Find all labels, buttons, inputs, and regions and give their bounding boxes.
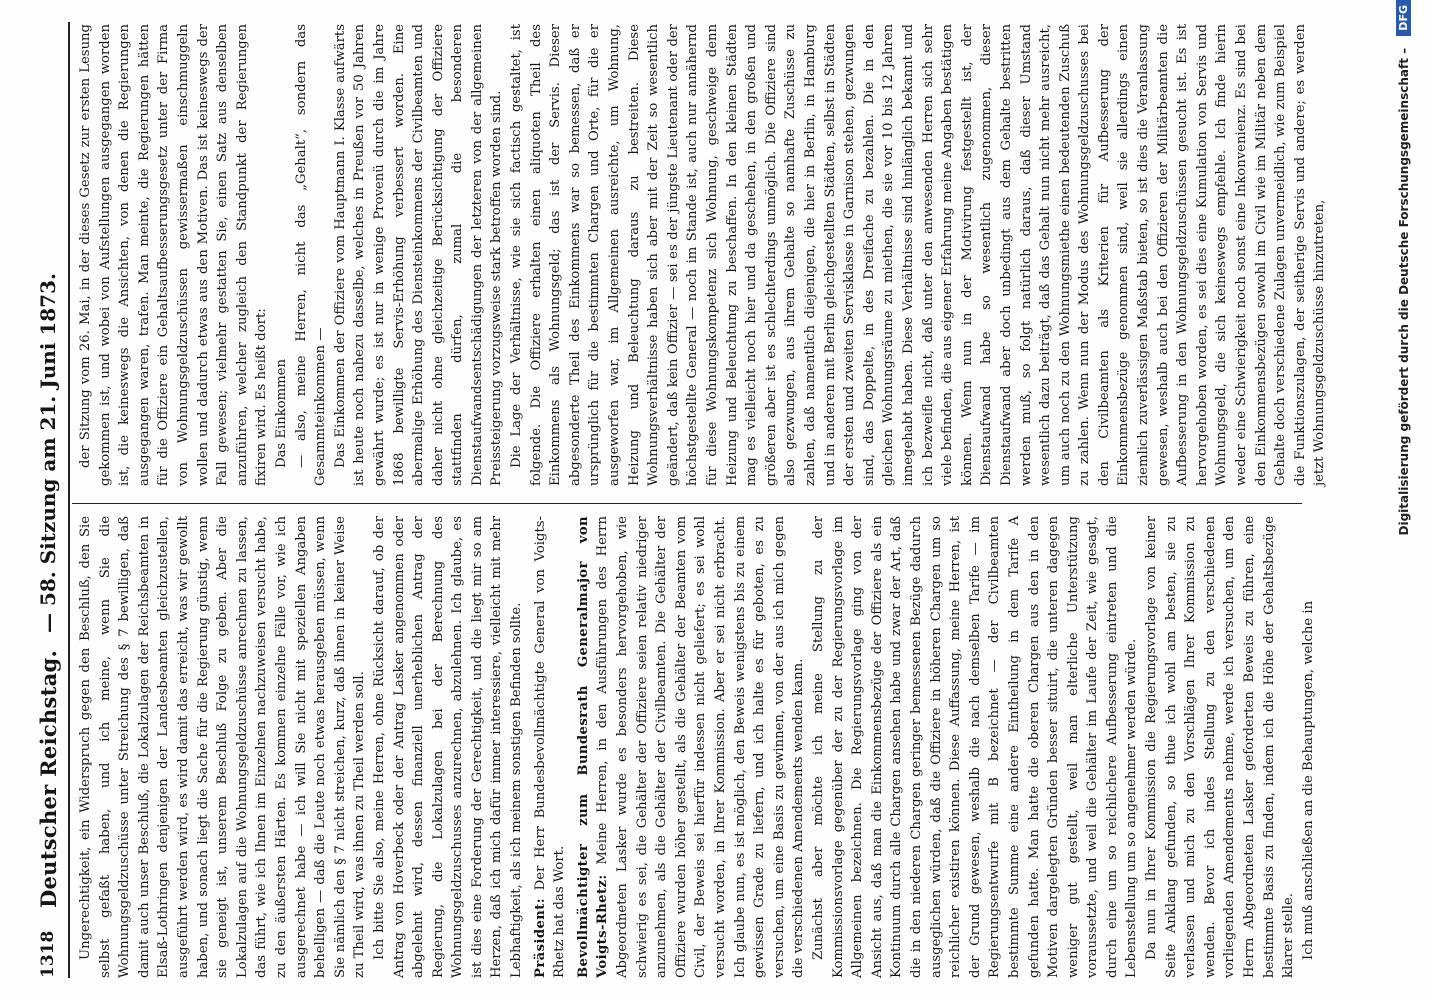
session-line: — 58. Sitzung am 21. Juni 1873. <box>36 273 60 633</box>
quoted-paragraph: Das Einkommen der Offiziere vom Hauptmann I. Klasse aufwärts ist heute noch nahezu dasselbe, welches in Preußen vor 50 Jahren gewährt wurde; es ist nur in wenige Provenü durch die im Jahre 1868 bewilligte Servis-Erhöhung verbessert worden. Eine abermalige Erhöhung des Diensteinkommens der Civilbeamten und daher nicht ohne gleichzeitige Berücksichtigung der Offiziere stattfinden dürfen, zumal die besonderen Dienstaufwandsentschädigungen der letzteren von der allgemeinen Preissteigerung vorzugsweise stark betroffen worden sind. <box>332 24 505 486</box>
body-paragraph: der Sitzung vom 26. Mai, in der dieses Gesetz zur ersten Lesung gekommen ist, und wobei von Aufstellungen ausgegangen worden ist, die keineswegs die Ansichten, von denen die Regierungen ausgegangen waren, trafen. Man meinte, die Regierungen hätten für die Offiziere ein Gehaltsaufbesserungsgesetz unter der Firma von Wohnungsgeldzuschüssen gewissermaßen einschmuggeln wollen und dadurch etwas aus den Motiven. Das ist keineswegs der Fall gewesen; vielmehr gestatten Sie, einen Satz aus denselben anzuführen, welcher zugleich den Standpunkt der Regierungen fixiren wird. Es heißt dort: <box>78 24 270 486</box>
body-paragraph: Ich muß anschließen an die Behauptungen, welche in <box>1300 600 1316 960</box>
credit-text: Digitalisierung gefördert durch die Deutsche Forschungsgemeinschaft – <box>1397 47 1411 536</box>
page-header <box>36 22 64 978</box>
right-column <box>76 24 1328 486</box>
quoted-paragraph: Das Einkommen <box>273 359 289 468</box>
dfg-logo: DFG <box>1396 0 1411 36</box>
publication-title: Deutscher Reichstag. <box>36 649 61 908</box>
body-paragraph: Ich bitte Sie also, meine Herren, ohne Rücksicht darauf, ob der Antrag von Hoverbeck oder der Antrag Lasker angenommen oder abgelehnt wird, dessen finanziell unerheblichen Antrag der Regierung, die Lokalzulagen bei der Berechnung des Wohnungsgeldzuschusses anzurechnen, abzulehnen. Ich glaube, es ist dies eine Forderung der Gerechtigkeit, und die liegt mir so am Herzen, daß ich mich dafür immer interessiere, vielleicht mit mehr Lebhaftigkeit, als ich meinem sonstigen Befinden sollte. <box>371 516 525 978</box>
speaker-text: Meine Herren, in den Ausführungen des Herrn Abgeordneten Lasker wurde es besonders hervorgehoben, wie schwierig es sei, die Gehälter der Offiziere seien relativ niedriger anzunehmen, als die Gehälter der Civilbeamten. Die Gehälter der Offiziere wurden höher gestellt, als die Gehälter der Beamten vom Civil, der Beweis sei hierfür indessen nicht geliefert; es sei wohl versucht worden, in Ihrer Kommission. Aber er sei nicht erbracht. Ich glaube nun, es ist möglich, den Beweis wenigstens bis zu einem gewissen Grade zu liefern, und ich halte es für geboten, es zu versuchen, um eine Basis zu gewinnen, von der aus ich mich gegen die verschiedenen Amendements wenden kann. <box>595 516 807 978</box>
quoted-paragraph: — also, meine Herren, nicht das „Gehalt“, sondern das Gesammteinkommen — <box>293 24 329 486</box>
column-divider <box>72 503 1302 504</box>
speaker-label: Präsident: <box>532 897 548 978</box>
body-paragraph: Ungerechtigkeit, ein Widerspruch gegen den Beschluß, den Sie selbst gefaßt haben, und ich meine, wenn Sie die Wohnungsgeldzuschüsse unter Streichung des § 7 bewilligen, daß damit auch unser Beschluß, die Lokalzulagen der Reichsbeamten in Elsaß-Lothringen denjenigen der Landesbeamten gleichzustellen, ausgeführt werden wird, es wird damit das erreicht, was wir gewollt haben, und sonach liegt die Sache für die Regierung günstig, wenn sie geneigt ist, unserem Beschluß Folge zu geben. Aber die Lokalzulagen auf die Wohnungsgeldzuschüsse anrechnen zu lassen, das führt, wie ich Ihnen im Einzelnen nachzuweisen versucht habe, zu den äußersten Härten. Es kommen einzelne Fälle vor, wie ich ausgerechnet habe — ich will Sie nicht mit speziellen Angaben behelligen — daß die Leute noch etwas herausgeben müssen, wenn Sie nämlich den § 7 nicht streichen, kurz, daß ihnen in keiner Weise zu Theil wird, was ihnen zu Theil werden soll. <box>78 516 368 978</box>
speaker-paragraph <box>574 516 809 978</box>
speaker-paragraph <box>531 516 570 978</box>
page-number: 1318 <box>38 930 58 978</box>
left-column <box>76 516 1316 978</box>
digitization-credit <box>1396 0 1420 860</box>
body-paragraph: Da nun in Ihrer Kommission die Regierungsvorlage von keiner Seite Anklang gefunden, so thue ich wohl am besten, sie zu verlassen und mich zu den Vorschlägen Ihrer Kommission zu wenden. Bevor ich indes Stellung zu den verschiedenen vorliegenden Amendements nehme, werde ich versuchen, um den Herrn Abgeordneten Lasker geforderten Beweis zu führen, eine bestimmte Basis zu finden, indem ich die Höhe der Gehaltsbezüge klarer stelle. <box>1144 516 1297 978</box>
body-paragraph: Zunächst aber möchte ich meine Stellung zu der Kommissionsvorlage gegenüber der zu der Regierungsvorlage im Allgemeinen bezeichnen. Die Regierungsvorlage ging von der Ansicht aus, daß man die Einkommensbezüge der Offiziere als ein Kontinuum durch alle Chargen ansehen habe und zwar der Art, daß die in den niederen Chargen geringer bemessenen Bezüge dadurch ausgeglichen würden, daß die Offiziere in höheren Chargen um so reichlicher existiren können. Diese Auffassung, meine Herren, ist der Grund gewesen, weshalb die nach demselben Tarife — im Regierungsentwurfe mit B bezeichnet — der Civilbeamten bestimmte Summe eine andere Eintheilung in dem Tarife A gefunden hatte. Man hatte die oberen Chargen aus den in den Motiven dargelegten Gründen besser situirt, die unteren dagegen weniger gut gestellt, weil man elterliche Unterstützung voraussetzte, und weil die Gehälter im Laufe der Zeit, wie gesagt, durch eine um so reichlichere Aufbesserung eintreten und die Lebensstellung um so angenehmer werden würde. <box>810 516 1140 978</box>
speaker-label: Bevollmächtigter zum Bundesrath Generalmajor von Voigts-Rhetz: <box>575 516 611 978</box>
header-rule <box>68 22 70 978</box>
body-paragraph: Die Lage der Verhältnisse, wie sie sich factisch gestaltet, ist folgende. Die Offiziere erhalten einen aliquoten Theil des Einkommens als Wohnungsgeld; das ist der Servis. Dieser abgesonderte Theil des Einkommens war so bemessen, daß er ursprünglich für die bestimmten Chargen und Orte, für die er ausgeworfen war, im Allgemeinen ausreichte, um Wohnung, Heizung und Beleuchtung daraus zu bestreiten. Diese Wohnungsverhältnisse haben sich aber mit der Zeit so wesentlich geändert, daß kein Offizier — sei es der jüngste Lieutenant oder der höchstgestellte General — noch im Stande ist, auch nur annähernd für diese Wohnungskompetenz sich Wohnung, geschweige denn Heizung und Beleuchtung zu beschaffen. In den kleinen Städten mag es vielleicht noch hier und da geschehen, in den großen und größeren aber ist es schlechterdings unmöglich. Die Offiziere sind also gezwungen, aus ihrem Gehalte so namhafte Zuschüsse zu zahlen, daß namentlich diejenigen, die hier in Berlin, in Hamburg und in anderen mit Berlin gleichgestellten Städten, selbst in Städten der ersten und zweiten Servisklasse in Garnison stehen, gezwungen sind, das Doppelte, in des Dreifache zu bezahlen. Die in den gleichen Wohnungsräume zu miethen, die sie vor 10 bis 12 Jahren innegehabt haben. Diese Verhältnisse sind hinlänglich bekannt und ich bezweifle nicht, daß unter den anwesenden Herren sich sehr viele befinden, die aus eigener Erfahrung meine Angaben bestätigen können. Wenn nun in der Motivirung festgestellt ist, der Dienstaufwand habe so wesentlich zugenommen, dieser Dienstaufwand aber doch unbedingt aus dem Gehalte bestritten werden muß, so folgt natürlich daraus, daß dieser Umstand wesentlich dazu beiträgt, daß das Gehalt nun nicht mehr ausreicht, um auch noch zu den Wohnungsmiethe einen bedeutenden Zuschuß zu zahlen. Wenn nun der Modus des Wohnungsgeldzuschusses bei den Civilbeamten als Kriterien für Aufbesserung der Einkommensbezüge genommen sind, weil sie allerdings einen ziemlich zuverlässigen Maßstab bieten, so ist dies die Veranlassung gewesen, weshalb auch bei den Offizieren der Militärbeamten die Aufbesserung in den Wohnungsgeldzuschüssen gesucht ist. Es ist hervorgehoben worden, es sei dies eine Kumulation von Servis und Wohnungsgeld, die sich keineswegs empfehle. Ich finde hierin weder eine Schwierigkeit noch sonst eine Inkonvenienz. Es sind bei den Einkommensbezügen sowohl im Civil wie im Militär neben dem Gehalte doch verschiedene Zulagen unvermeidlich, wie zum Beispiel die Funktionszulagen, der seitherige Servis und andere; es werden jetzt Wohnungsgeldzuschüsse hinzutreten, <box>509 24 1328 486</box>
speaker-text: Der Herr Bundesbevollmächtigte General von Voigts-Rhetz hat das Wort. <box>532 516 568 978</box>
